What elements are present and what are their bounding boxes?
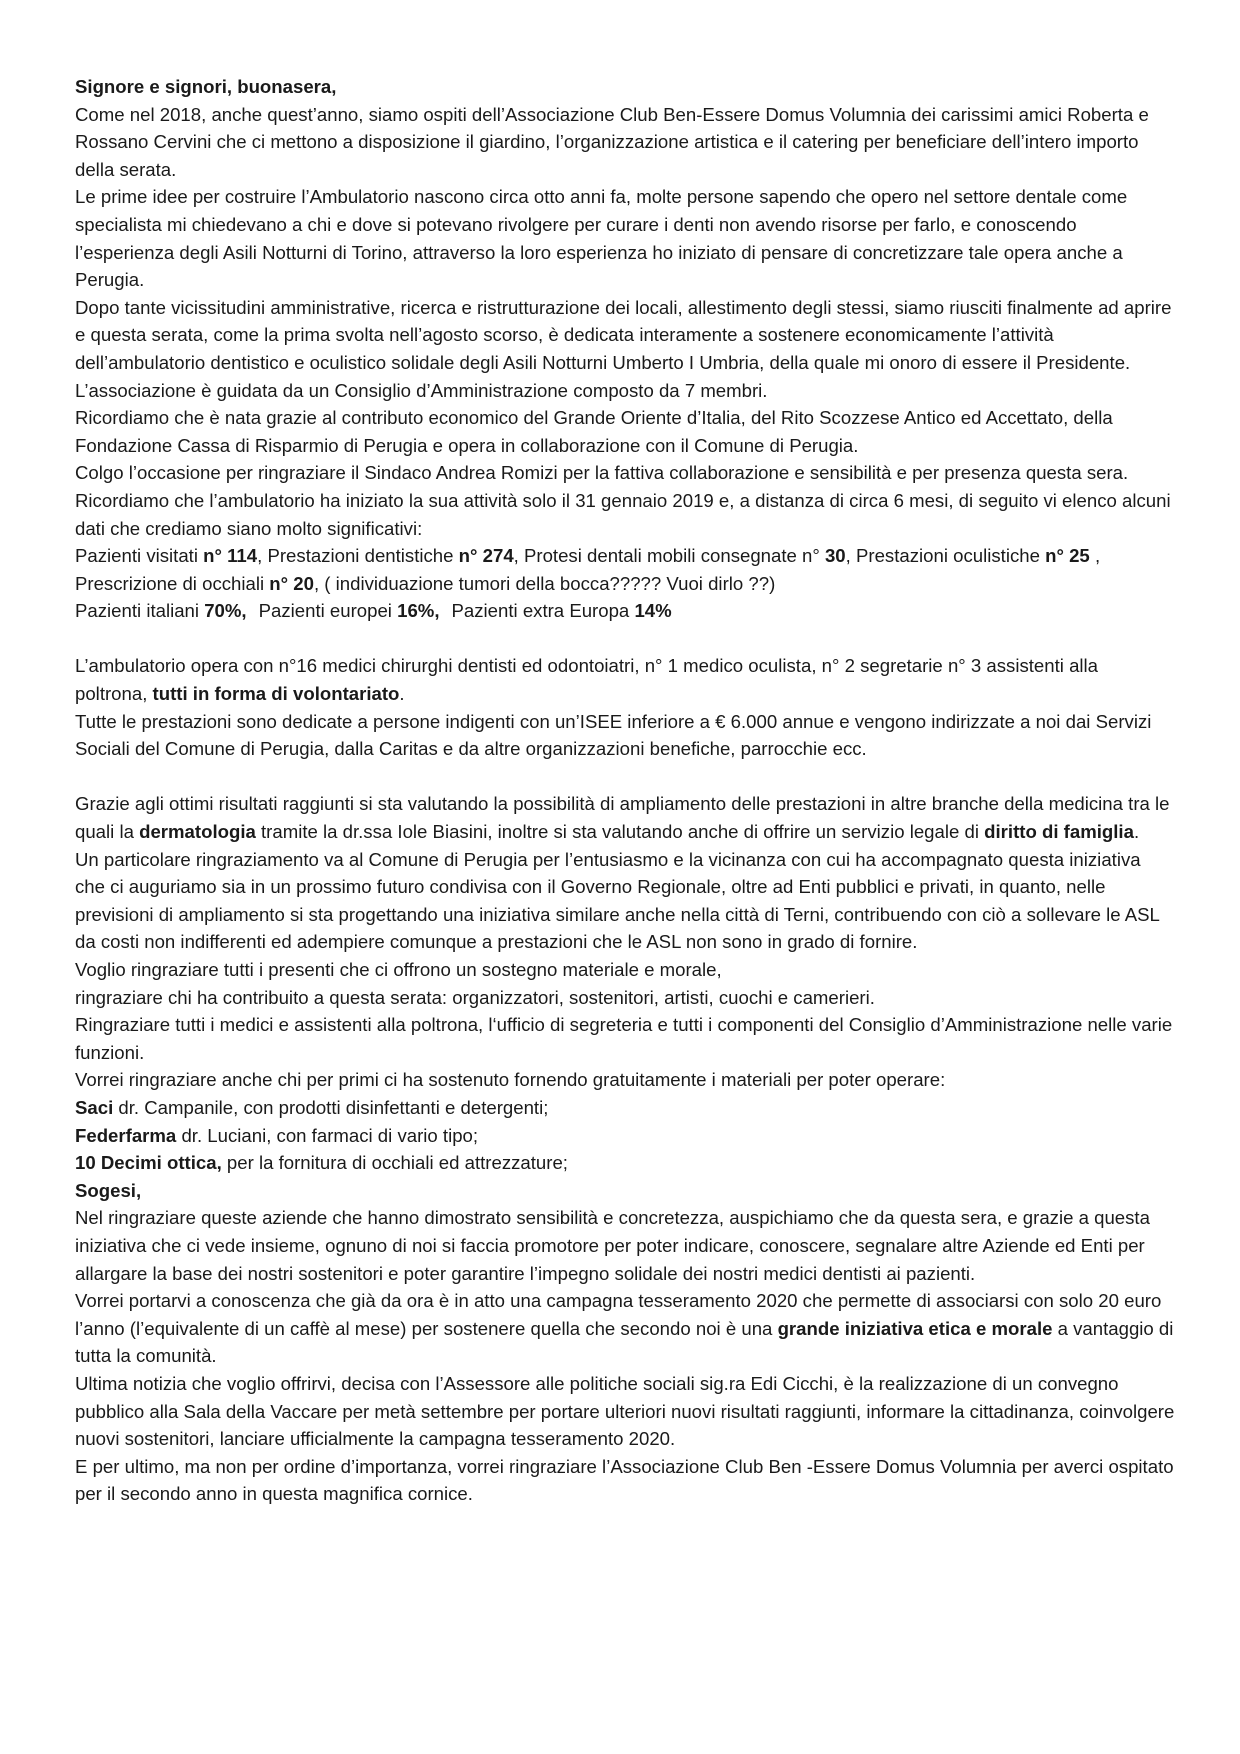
- paragraph-thanks-contributors: ringraziare chi ha contribuito a questa serata: organizzatori, sostenitori, artisti, cuochi e camerieri.: [75, 986, 875, 1008]
- letter-body: [75, 73, 1175, 1508]
- greeting: Signore e signori, buonasera,: [75, 76, 337, 97]
- sponsor-line: Sogesi,: [75, 1179, 142, 1201]
- paragraph-membership: Vorrei portarvi a conoscenza che già da ora è in atto una campagna tesseramento 2020 che permette di associarsi con solo 20 euro l’anno (l’equivalente di un caffè al mese) per sostenere quella che secondo noi è una grande iniziativa etica e morale a vantaggio di tutta la comunità.: [75, 1290, 1174, 1367]
- paragraph-origin-breakdown: Pazienti italiani 70%, Pazienti europei 16%, Pazienti extra Europa 14%: [75, 600, 672, 622]
- paragraph-thanks-present: Voglio ringraziare tutti i presenti che ci offrono un sostegno materiale e morale,: [75, 959, 722, 980]
- paragraph-conference: Ultima notizia che voglio offrirvi, decisa con l’Assessore alle politiche sociali sig.ra Edi Cicchi, è la realizzazione di un convegno pubblico alla Sala della Vaccare per metà settembre per portare ulteriori nuovi risultati raggiunti, informare la cittadinanza, coinvolgere nuovi sostenitori, lanciare ufficialmente la campagna tesseramento 2020.: [75, 1372, 1175, 1450]
- stat-extra-europe: 14%: [634, 600, 672, 622]
- paragraph-stats: Pazienti visitati n° 114, Prestazioni dentistiche n° 274, Protesi dentali mobili consegnate n° 30, Prestazioni oculistiche n° 25 , Prescrizione di occhiali n° 20, ( individuazione tumori della bocca????? Vuoi dirlo ??): [75, 545, 1101, 594]
- paragraph-board: L’associazione è guidata da un Consiglio d’Amministrazione composto da 7 membri.: [75, 379, 768, 401]
- stat-italian: 70%,: [204, 600, 247, 622]
- stat-glasses: n° 20: [269, 572, 314, 594]
- stat-prosthesis: 30: [824, 545, 846, 567]
- stat-eye: n° 25: [1045, 545, 1090, 567]
- paragraph-staff: L’ambulatorio opera con n°16 medici chirurghi dentisti ed odontoiatri, n° 1 medico oculista, n° 2 segretarie n° 3 assistenti alla poltrona, tutti in forma di volontariato.: [75, 655, 1099, 705]
- paragraph-thanks-sponsors-intro: Vorrei ringraziare anche chi per primi ci ha sostenuto fornendo gratuitamente i materiali per poter operare:: [75, 1069, 946, 1091]
- stat-patients: n° 114: [203, 545, 258, 567]
- paragraph-origins: Le prime idee per costruire l’Ambulatorio nascono circa otto anni fa, molte persone sapendo che opero nel settore dentale come specialista mi chiedevano a chi e dove si potevano rivolgere per curare i denti non avendo risorse per farlo, e conoscendo l’esperienza degli Asili Notturni di Torino, attraverso la loro esperienza ho iniziato di pensare di concretizzare tale opera anche a Perugia.: [75, 186, 1128, 291]
- paragraph-mayor: Colgo l’occasione per ringraziare il Sindaco Andrea Romizi per la fattiva collaborazione e sensibilità e per presenza questa sera.: [75, 462, 1129, 484]
- paragraph-founders: Ricordiamo che è nata grazie al contributo economico del Grande Oriente d’Italia, del Rito Scozzese Antico ed Accettato, della Fondazione Cassa di Risparmio di Perugia e opera in collaborazione con il Comune di Perugia.: [75, 407, 1113, 456]
- paragraph-thanks-staff: Ringraziare tutti i medici e assistenti alla poltrona, l‘ufficio di segreteria e tutti i componenti del Consiglio d’Amministrazione nelle varie funzioni.: [75, 1014, 1173, 1063]
- paragraph-hosting: Come nel 2018, anche quest’anno, siamo ospiti dell’Associazione Club Ben-Essere Domus Volumnia dei carissimi amici Roberta e Rossano Cervini che ci mettono a disposizione il giardino, l’organizzazione artistica e il catering per beneficiare dell’intero importo della serata.: [75, 103, 1149, 180]
- paragraph-expansion: Grazie agli ottimi risultati raggiunti si sta valutando la possibilità di ampliamento delle prestazioni in altre branche della medicina tra le quali la dermatologia tramite la dr.ssa Iole Biasini, inoltre si sta valutando anche di offrire un servizio legale di diritto di famiglia.: [75, 793, 1170, 843]
- paragraph-opening: Dopo tante vicissitudini amministrative, ricerca e ristrutturazione dei locali, allestimento degli stessi, siamo riusciti finalmente ad aprire e questa serata, come la prima svolta nell’agosto scorso, è dedicata interamente a sostenere economicamente l’attività dell’ambulatorio dentistico e oculistico solidale degli Asili Notturni Umberto I Umbria, della quale mi onoro di essere il Presidente.: [75, 296, 1172, 373]
- stat-dental: n° 274: [458, 545, 514, 567]
- paragraph-stats-intro: Ricordiamo che l’ambulatorio ha iniziato la sua attività solo il 31 gennaio 2019 e, a distanza di circa 6 mesi, di seguito vi elenco alcuni dati che crediamo siano molto significativi:: [75, 489, 1171, 539]
- sponsor-line: Saci dr. Campanile, con prodotti disinfettanti e detergenti;: [75, 1096, 549, 1118]
- sponsor-line: Federfarma dr. Luciani, con farmaci di vario tipo;: [75, 1124, 479, 1146]
- paragraph-thanks-comune: Un particolare ringraziamento va al Comune di Perugia per l’entusiasmo e la vicinanza con cui ha accompagnato questa iniziativa che ci auguriamo sia in un prossimo futuro condivisa con il Governo Regionale, oltre ad Enti pubblici e privati, in quanto, nelle previsioni di ampliamento si sta progettando una iniziativa similare anche nella città di Terni, contribuendo con ciò a sollevare le ASL da costi non indifferenti ed adempiere comunque a prestazioni che le ASL non sono in grado di fornire.: [75, 848, 1160, 953]
- paragraph-appeal: Nel ringraziare queste aziende che hanno dimostrato sensibilità e concretezza, auspichiamo che da questa sera, e grazie a questa iniziativa che ci vede insieme, ognuno di noi si faccia promotore per poter indicare, conoscere, segnalare altre Aziende ed Enti per allargare la base dei nostri sostenitori e poter garantire l’impegno solidale dei nostri medici dentisti ai pazienti.: [75, 1207, 1150, 1284]
- paragraph-closing: E per ultimo, ma non per ordine d’importanza, vorrei ringraziare l’Associazione Club Ben -Essere Domus Volumnia per averci ospitato per il secondo anno in questa magnifica cornice.: [75, 1455, 1174, 1505]
- sponsor-line: 10 Decimi ottica, per la fornitura di occhiali ed attrezzature;: [75, 1152, 568, 1174]
- stat-european: 16%,: [397, 600, 440, 622]
- paragraph-eligibility: Tutte le prestazioni sono dedicate a persone indigenti con un’ISEE inferiore a € 6.000 annue e vengono indirizzate a noi dai Servizi Sociali del Comune di Perugia, dalla Caritas e da altre organizzazioni benefiche, parrocchie ecc.: [75, 710, 1152, 760]
